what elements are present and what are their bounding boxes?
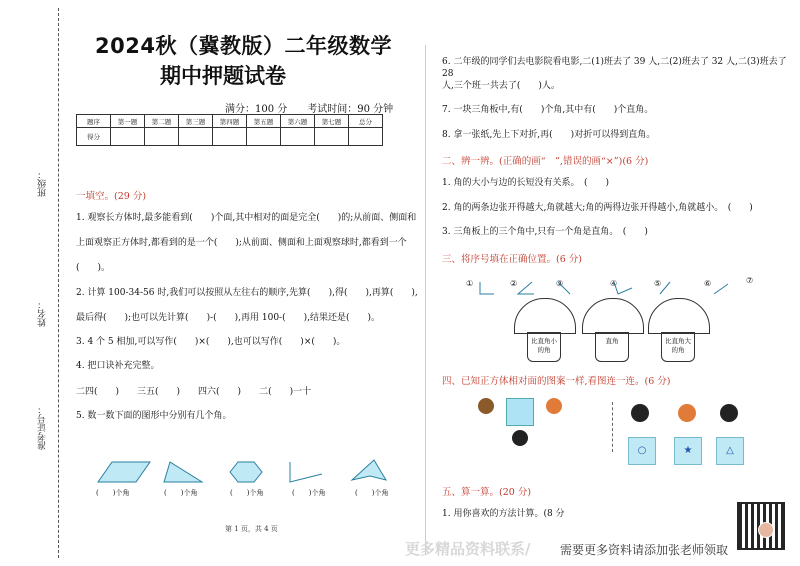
title-line-1: 2024秋（冀教版）二年级数学 <box>95 34 392 58</box>
section-1-title: 一填空。(29 分) <box>76 191 147 202</box>
q8: 8. 拿一张纸,先上下对折,再( )对折可以得到直角。 <box>442 130 656 140</box>
watermark: 更多精品资料联系/ <box>405 540 531 558</box>
q4: 4. 把口诀补充完整。 <box>76 361 160 371</box>
girl-figure <box>546 398 562 414</box>
kite-shape <box>352 460 386 480</box>
score-cell[interactable] <box>145 128 179 146</box>
q2-line-a: 2. 计算 100-34-56 时,我们可以按照从左往右的顺序,先算( ),得( ),再算( ), <box>76 288 418 298</box>
q4-items: 二四( ) 三五( ) 四六( ) 二( )一十 <box>76 387 312 397</box>
avatar <box>758 522 774 538</box>
angle-count-5[interactable]: ( )个角 <box>355 489 389 497</box>
q6-line-b: 人,三个班一共去了( )人。 <box>442 81 560 91</box>
score-header: 第六题 <box>281 115 315 128</box>
dashed-separator <box>612 402 614 452</box>
card-circle[interactable]: ○ <box>628 437 656 465</box>
angle-count-2[interactable]: ( )个角 <box>164 489 198 497</box>
child-head-1 <box>631 404 649 422</box>
q2-line-b: 最后得( );也可以先计算( )-( ),再用 100-( ),结果还是( )。 <box>76 313 380 323</box>
card-triangle[interactable]: △ <box>716 437 744 465</box>
angle-number-7: ⑦ <box>746 276 754 285</box>
mushroom-large-angle: 比直角大的角 <box>661 332 695 362</box>
angle-count-4[interactable]: ( )个角 <box>292 489 326 497</box>
q6-line-a: 6. 二年级的同学们去电影院看电影,二(1)班去了 39 人,二(2)班去了 32 人,二(3)班去了 28 <box>442 57 787 79</box>
score-row-label: 得分 <box>77 128 111 146</box>
q5: 5. 数一数下面的图形中分别有几个角。 <box>76 411 232 421</box>
mushroom-right-angle: 直角 <box>595 332 629 362</box>
score-table <box>76 114 383 146</box>
q7: 7. 一块三角板中,有( )个角,其中有( )个直角。 <box>442 105 654 115</box>
angle-count-1[interactable]: ( )个角 <box>96 489 130 497</box>
name-label: 姓名： <box>38 300 48 327</box>
q1-line-a: 1. 观察长方体时,最多能看到( )个面,其中相对的面是完全( )的;从前面、侧面和 <box>76 213 417 223</box>
child-head-2 <box>678 404 696 422</box>
judge-2: 2. 角的两条边张开得越大,角就越大;角的两得边张开得越小,角就越小。 ( ) <box>442 203 753 213</box>
score-header: 第三题 <box>179 115 213 128</box>
score-cell[interactable] <box>111 128 145 146</box>
score-cell[interactable] <box>213 128 247 146</box>
angle-number-4: ④ <box>610 279 618 288</box>
class-label: 班级： <box>38 170 48 197</box>
score-cell[interactable] <box>281 128 315 146</box>
binding-line <box>58 8 60 558</box>
q1-line-b: 上面观察正方体时,都看到的是一个( );从前面、侧面和上面观察球时,都看到一个 <box>76 238 407 248</box>
q1-line-c: ( )。 <box>76 263 111 273</box>
boy-figure <box>478 398 494 414</box>
score-cell[interactable] <box>179 128 213 146</box>
score-cell[interactable] <box>315 128 349 146</box>
triangle-shape <box>164 462 202 482</box>
q3: 3. 4 个 5 相加,可以写作( )×( ),也可以写作( )×( )。 <box>76 337 346 347</box>
cube-image <box>506 398 534 426</box>
hexagon-shape <box>230 462 262 482</box>
angle-number-6: ⑥ <box>704 279 712 288</box>
boy-figure-2 <box>512 430 528 446</box>
calc-1: 1. 用你喜欢的方法计算。(8 分 <box>442 509 565 519</box>
angle-shape <box>290 462 322 482</box>
contact-note: 需要更多资料请添加张老师领取 <box>560 543 729 557</box>
mushroom-cap-3 <box>648 298 710 334</box>
section-5-title: 五、算一算。(20 分) <box>442 487 532 498</box>
score-header: 总分 <box>349 115 383 128</box>
score-header: 题序 <box>77 115 111 128</box>
score-header: 第二题 <box>145 115 179 128</box>
angle-row <box>474 280 774 298</box>
score-header: 第一题 <box>111 115 145 128</box>
card-star[interactable]: ★ <box>674 437 702 465</box>
angle-count-3[interactable]: ( )个角 <box>230 489 264 497</box>
mushroom-cap-2 <box>582 298 644 334</box>
parallelogram-shape <box>98 462 150 482</box>
exam-number-label: 准考证号： <box>38 405 48 450</box>
section-4-title: 四、已知正方体相对面的图案一样,看图连一连。(6 分) <box>442 376 671 387</box>
section-2-title: 二、辨一辨。(正确的画“ ”,错误的画“×”)(6 分) <box>442 156 649 167</box>
angle-number-5: ⑤ <box>654 279 662 288</box>
score-header: 第七题 <box>315 115 349 128</box>
section-3-title: 三、将序号填在正确位置。(6 分) <box>442 254 582 265</box>
title-line-2: 期中押题试卷 <box>160 64 286 88</box>
score-cell[interactable] <box>247 128 281 146</box>
page-footer: 第 1 页，共 4 页 <box>225 525 278 533</box>
judge-3: 3. 三角板上的三个角中,只有一个角是直角。 ( ) <box>442 227 648 237</box>
judge-1: 1. 角的大小与边的长短没有关系。 ( ) <box>442 178 609 188</box>
mushroom-small-angle: 比直角小的角 <box>527 332 561 362</box>
score-cell[interactable] <box>349 128 383 146</box>
angle-number-2: ② <box>510 279 518 288</box>
angle-number-1: ① <box>466 279 474 288</box>
exam-info: 满分：100 分 考试时间：90 分钟 <box>225 104 394 115</box>
score-header: 第四题 <box>213 115 247 128</box>
angle-shapes <box>90 458 410 488</box>
score-header: 第五题 <box>247 115 281 128</box>
child-head-3 <box>720 404 738 422</box>
mushroom-cap-1 <box>514 298 576 334</box>
angle-number-3: ③ <box>556 279 564 288</box>
column-divider <box>425 45 426 555</box>
